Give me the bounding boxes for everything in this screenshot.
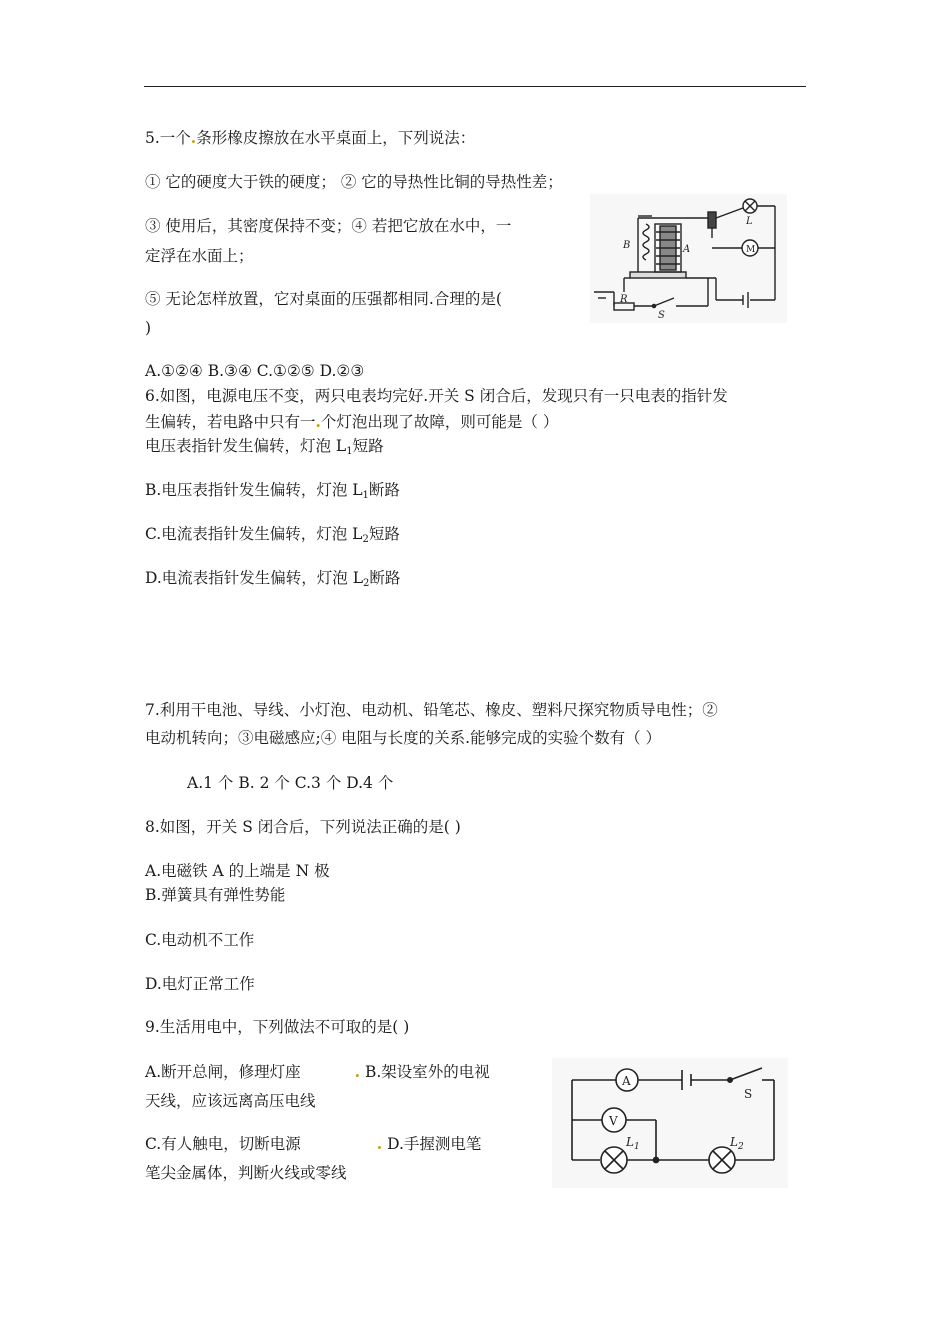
relay-label-b: B — [623, 240, 631, 251]
relay-label-a: A — [683, 244, 691, 255]
q6-option-c: C.电流表指针发生偏转，灯泡 $L_2$短路 — [145, 525, 400, 545]
q8-option-c: C.电动机不工作 — [145, 931, 255, 949]
q6-stem-cont: 生偏转，若电路中只有一.个灯泡出现了故障，则可能是（ ） — [145, 412, 559, 431]
q8-option-d: D.电灯正常工作 — [145, 975, 255, 993]
circuit-ammeter-label: A — [622, 1074, 631, 1088]
q9-stem: 9.生活用电中，下列做法不可取的是( ) — [145, 1018, 410, 1036]
relay-diagram — [590, 194, 787, 323]
relay-circuit-figure — [590, 194, 787, 323]
q6-option-d: D.电流表指针发生偏转，灯泡 $L_2$断路 — [145, 569, 401, 589]
q5-options: A.①②④ B.③④ C.①②⑤ D.②③ — [145, 362, 365, 380]
q5-statement-5-cont: ) — [145, 319, 152, 337]
highlight-dot: . — [376, 1134, 383, 1153]
q8-option-a: A.电磁铁 A 的上端是 N 极 — [145, 862, 330, 880]
q6-option-b: B.电压表指针发生偏转，灯泡 $L_1$断路 — [145, 481, 400, 501]
q5-statements-3-4: ③ 使用后，其密度保持不变；④ 若把它放在水中，一 — [145, 217, 512, 235]
q6-option-a: 电压表指针发生偏转，灯泡 $L_1$短路 — [145, 437, 384, 457]
q7-options: A.1 个 B. 2 个 C.3 个 D.4 个 — [187, 774, 394, 792]
q5-statements-1-2: ① 它的硬度大于铁的硬度； ② 它的导热性比铜的导热性差； — [145, 173, 563, 191]
highlight-dot: . — [354, 1062, 361, 1081]
relay-label-l: L — [746, 216, 753, 227]
q7-stem-cont: 电动机转向；③电磁感应;④ 电阻与长度的关系.能够完成的实验个数有（ ） — [145, 729, 662, 747]
header-rule — [144, 86, 806, 87]
q9-option-d-cont: 笔尖金属体，判断火线或零线 — [145, 1164, 347, 1182]
highlight-dot: . — [190, 128, 197, 147]
q5-statements-3-4-cont: 定浮在水面上； — [145, 247, 254, 265]
lamp-meter-diagram — [552, 1058, 788, 1188]
q9-option-b-cont: 天线，应该远离高压电线 — [145, 1092, 316, 1110]
lamp-meter-circuit-figure — [552, 1058, 788, 1188]
relay-label-m: M — [746, 245, 756, 255]
q6-stem: 6.如图，电源电压不变，两只电表均完好.开关 S 闭合后，发现只有一只电表的指针发 — [145, 387, 728, 405]
q9-options-c-d: C.有人触电，切断电源 . D.手握测电笔 — [145, 1134, 482, 1153]
circuit-l2-label: $L_2$ — [730, 1135, 744, 1152]
circuit-l1-label: $L_1$ — [626, 1135, 640, 1152]
relay-label-s: S — [658, 310, 665, 321]
q8-option-b: B.弹簧具有弹性势能 — [145, 886, 286, 904]
q8-stem: 8.如图，开关 S 闭合后，下列说法正确的是( ) — [145, 818, 461, 836]
q7-stem: 7.利用干电池、导线、小灯泡、电动机、铅笔芯、橡皮、塑料尺探究物质导电性；② — [145, 701, 718, 719]
q5-statement-5: ⑤ 无论怎样放置，它对桌面的压强都相同.合理的是( — [145, 290, 502, 308]
q5-stem: 5.一个.条形橡皮擦放在水平桌面上，下列说法： — [145, 128, 476, 147]
circuit-voltmeter-label: V — [609, 1114, 618, 1128]
highlight-dot: . — [315, 412, 321, 431]
q9-options-a-b: A.断开总闸，修理灯座 . B.架设室外的电视 — [145, 1062, 490, 1081]
circuit-switch-label: S — [744, 1087, 753, 1101]
relay-label-r: R — [620, 294, 628, 305]
